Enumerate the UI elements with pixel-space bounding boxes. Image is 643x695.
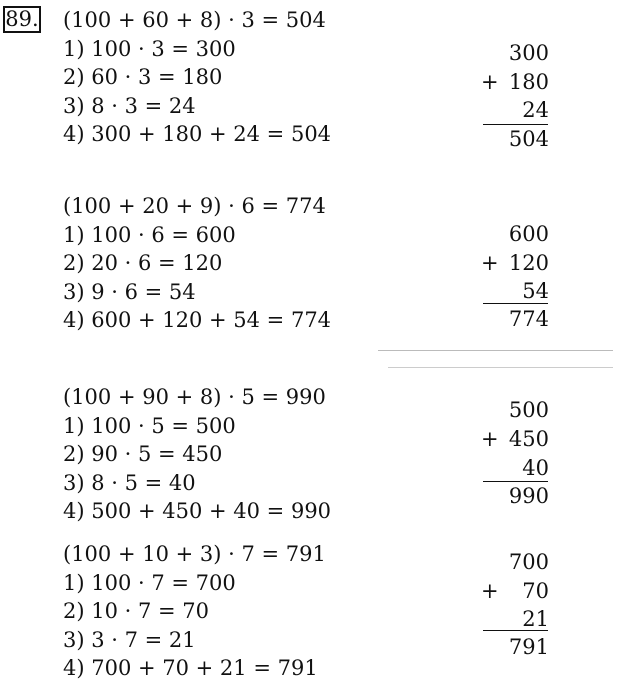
step-1: 1) 100 · 5 = 500 bbox=[63, 414, 236, 438]
sum-rule bbox=[483, 124, 548, 125]
step-2: 2) 20 · 6 = 120 bbox=[63, 251, 223, 275]
column-sum: 990 bbox=[508, 484, 549, 508]
sum-rule bbox=[483, 481, 548, 482]
step-4: 4) 500 + 450 + 40 = 990 bbox=[63, 499, 332, 523]
step-4: 4) 600 + 120 + 54 = 774 bbox=[63, 308, 332, 332]
expression: (100 + 10 + 3) · 7 = 791 bbox=[63, 542, 326, 566]
column-sum: 791 bbox=[508, 635, 549, 659]
plus-sign: + bbox=[481, 70, 499, 94]
column-addend-3: 24 bbox=[522, 98, 549, 122]
problem-number: 89. bbox=[3, 6, 41, 33]
step-2: 2) 10 · 7 = 70 bbox=[63, 599, 210, 623]
column-addend-1: 500 bbox=[508, 398, 549, 422]
step-3: 3) 3 · 7 = 21 bbox=[63, 628, 196, 652]
column-addend-3: 40 bbox=[522, 456, 549, 480]
step-3: 3) 9 · 6 = 54 bbox=[63, 280, 196, 304]
step-1: 1) 100 · 3 = 300 bbox=[63, 37, 236, 61]
column-addend-2: 180 bbox=[508, 70, 549, 94]
column-addend-2: 450 bbox=[508, 427, 549, 451]
scan-noise bbox=[388, 367, 613, 368]
step-2: 2) 60 · 3 = 180 bbox=[63, 65, 223, 89]
sum-rule bbox=[483, 303, 548, 304]
column-sum: 774 bbox=[508, 307, 549, 331]
plus-sign: + bbox=[481, 579, 499, 603]
expression: (100 + 60 + 8) · 3 = 504 bbox=[63, 8, 326, 32]
step-4: 4) 300 + 180 + 24 = 504 bbox=[63, 122, 332, 146]
column-sum: 504 bbox=[508, 127, 549, 151]
step-1: 1) 100 · 6 = 600 bbox=[63, 223, 236, 247]
expression: (100 + 20 + 9) · 6 = 774 bbox=[63, 194, 326, 218]
expression: (100 + 90 + 8) · 5 = 990 bbox=[63, 385, 326, 409]
step-2: 2) 90 · 5 = 450 bbox=[63, 442, 223, 466]
column-addend-1: 300 bbox=[508, 41, 549, 65]
step-3: 3) 8 · 5 = 40 bbox=[63, 471, 196, 495]
plus-sign: + bbox=[481, 251, 499, 275]
scan-noise bbox=[378, 350, 613, 351]
column-addend-3: 21 bbox=[522, 607, 549, 631]
column-addend-2: 120 bbox=[508, 251, 549, 275]
column-addend-2: 70 bbox=[522, 579, 549, 603]
plus-sign: + bbox=[481, 427, 499, 451]
column-addend-3: 54 bbox=[522, 279, 549, 303]
column-addend-1: 600 bbox=[508, 222, 549, 246]
step-3: 3) 8 · 3 = 24 bbox=[63, 94, 196, 118]
column-addend-1: 700 bbox=[508, 550, 549, 574]
step-4: 4) 700 + 70 + 21 = 791 bbox=[63, 656, 318, 680]
step-1: 1) 100 · 7 = 700 bbox=[63, 571, 236, 595]
sum-rule bbox=[483, 630, 548, 631]
